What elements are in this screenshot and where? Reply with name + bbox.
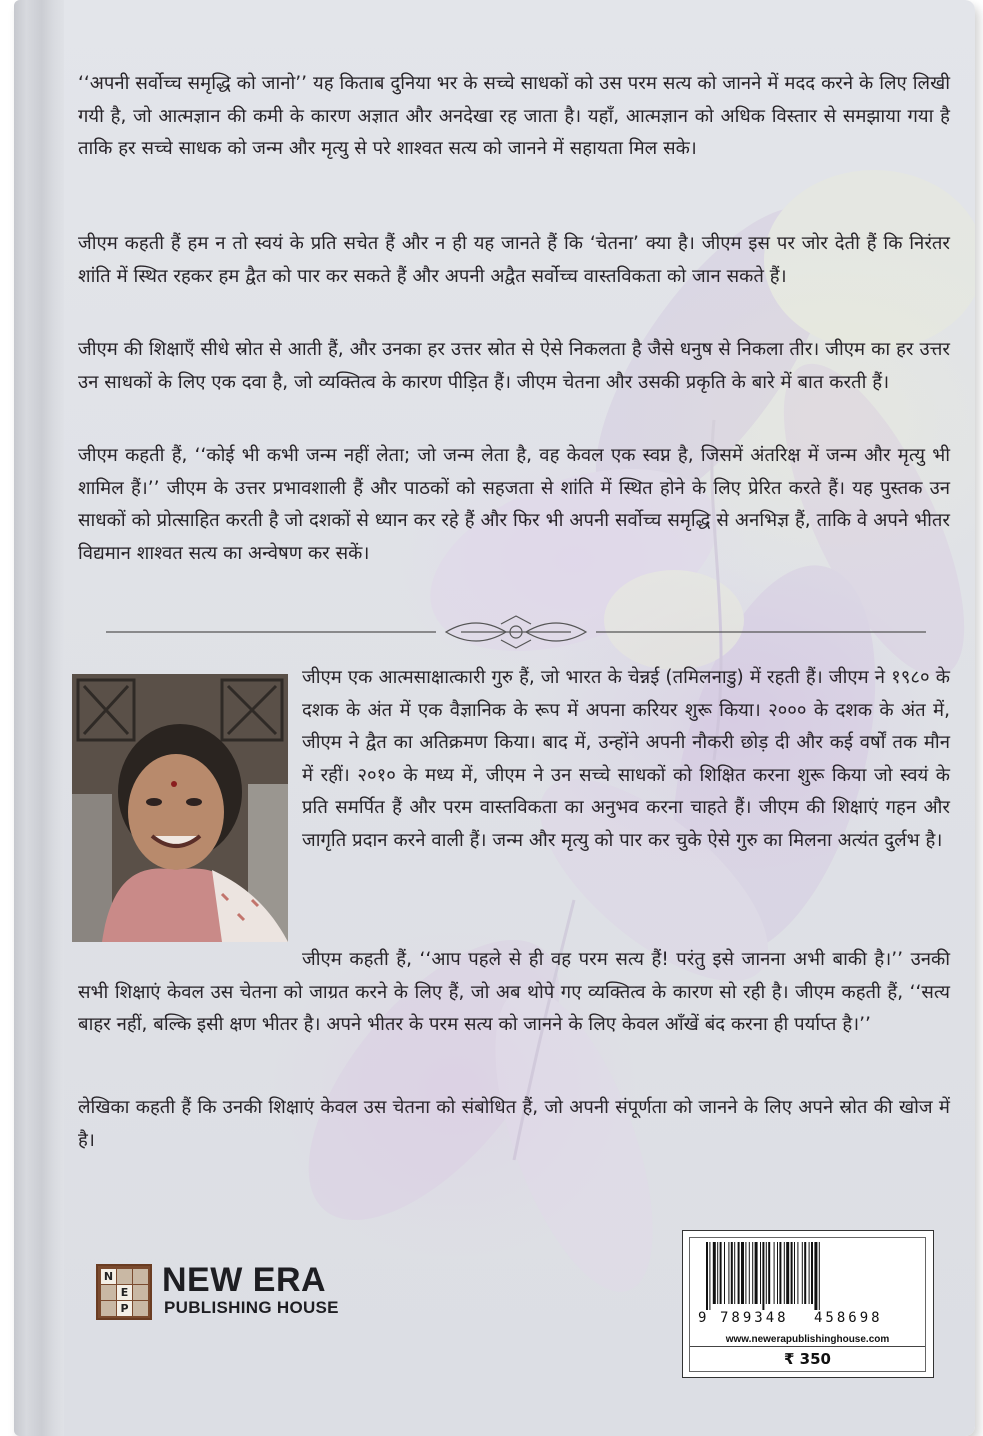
logo-cell (117, 1269, 132, 1284)
barcode-bar (760, 1242, 761, 1304)
isbn-group-1: 789348 (720, 1310, 789, 1326)
barcode-bar (724, 1242, 725, 1304)
logo-cell (101, 1301, 116, 1316)
blurb-paragraph-3: जीएम की शिक्षाएँ सीधे स्रोत से आती हैं, और उनका हर उत्तर स्रोत से ऐसे निकलता है जैसे धनुष से निकला तीर। जीएम का हर उत्तर उन साधकों के लिए एक दवा है, जो व्यक्तित्व के कारण पीड़ित हैं। जीएम चेतना और उसकी प्रकृति के बारे में बात करती हैं। (78, 339, 950, 393)
barcode-bar (717, 1242, 718, 1304)
barcode-bar (777, 1242, 778, 1304)
barcode-bar (709, 1242, 710, 1310)
blurb-paragraph-1: ‘‘अपनी सर्वोच्च समृद्धि को जानो’’ यह किताब दुनिया भर के सच्चे साधकों को उस परम सत्य को जानने में मदद करने के लिए लिखी गयी है, जो आत्मज्ञान की कमी के कारण अज्ञात और अनदेखा रह जाता है। यहाँ, आत्मज्ञान को अधिक विस्तार से समझाया गया है ताकि हर सच्चे साधक को जन्म और मृत्यु से परे शाश्वत सत्य को जानने में सहायता मिल सके। (78, 73, 950, 159)
barcode-bar (734, 1242, 735, 1304)
logo-cell (101, 1285, 116, 1300)
author-bio: जीएम एक आत्मसाक्षात्कारी गुरु हैं, जो भारत के चेन्नई (तमिलनाडु) में रहती हैं। जीएम ने १९८० के दशक के अंत में एक वैज्ञानिक के रूप में अपना करियर शुरू किया। २००० के दशक के अंत में, जीएम ने द्वैत का अतिक्रमण किया। बाद में, उन्होंने अपनी नौकरी छोड़ दी और कई वर्षों तक मौन में रहीं। २०१० के मध्य में, जीएम ने उन सच्चे साधकों को शिक्षित करना शुरू किया जो स्वयं के प्रति समर्पित हैं और परम वास्तविकता का अनुभव करना चाहते हैं। जीएम की शिक्षाएं गहन और जागृति प्रदान करने वाली हैं। जन्म और मृत्यु को पार कर चुके ऐसे गुरु का मिलना अत्यंत दुर्लभ है। (302, 667, 950, 851)
logo-letter-p: P (117, 1301, 132, 1316)
barcode-bar (731, 1242, 733, 1304)
barcode-bar (797, 1242, 798, 1304)
barcode-bar (802, 1242, 803, 1304)
blurb-paragraph-2: जीएम कहती हैं हम न तो स्वयं के प्रति सचेत हैं और न ही यह जानते हैं कि ‘चेतना’ क्या है। जीएम इस पर जोर देती हैं कि निरंतर शांति में स्थित रहकर हम द्वैत को पार कर सकते हैं और अपनी अद्वैत सर्वोच्च वास्तविकता को जान सकते हैं। (78, 233, 950, 287)
isbn-prefix: 9 (698, 1310, 707, 1326)
logo-cell (133, 1269, 148, 1284)
barcode-bar (752, 1242, 753, 1304)
price-divider (690, 1346, 925, 1347)
publisher-subtitle: PUBLISHING HOUSE (164, 1298, 339, 1317)
barcode-bar (762, 1242, 764, 1310)
book-spine (14, 0, 64, 1436)
barcode-bar (720, 1242, 722, 1304)
barcode-bar (791, 1242, 793, 1304)
logo-cell (133, 1285, 148, 1300)
barcode-bar (804, 1242, 806, 1304)
barcode-bar (745, 1242, 746, 1304)
barcode-bar (794, 1242, 795, 1304)
barcode-bar (774, 1242, 775, 1304)
isbn-barcode (698, 1242, 918, 1310)
barcode-bar (811, 1242, 813, 1304)
barcode-bar (706, 1242, 708, 1310)
ornamental-divider (106, 612, 926, 652)
publisher-name: NEW ERA (162, 1261, 327, 1299)
barcode-bar (768, 1242, 770, 1304)
barcode-bar (713, 1242, 716, 1304)
barcode-bar (814, 1242, 817, 1310)
author-photo (72, 674, 288, 942)
barcode-bar (784, 1242, 785, 1304)
barcode-bar (779, 1242, 781, 1304)
barcode-panel (682, 1230, 934, 1378)
barcode-frame (689, 1237, 926, 1372)
barcode-bar (766, 1242, 767, 1304)
barcode-bar (728, 1242, 729, 1304)
barcode-bar (819, 1242, 820, 1310)
isbn-number (698, 1310, 918, 1326)
cover-panel (14, 0, 975, 1436)
barcode-bar (738, 1242, 740, 1304)
barcode-bar (786, 1242, 789, 1304)
barcode-bar (749, 1242, 750, 1304)
closing-paragraph: लेखिका कहती हैं कि उनकी शिक्षाएं केवल उस चेतना को संबोधित हैं, जो अपनी संपूर्णता को जानने के लिए अपने स्रोत की खोज में है। (78, 1097, 950, 1151)
logo-letter-n: N (101, 1269, 116, 1284)
blurb-paragraph-4: जीएम कहती हैं, ‘‘कोई भी कभी जन्म नहीं लेता; जो जन्म लेता है, वह केवल एक स्वप्न है, जिसमें अंतरिक्ष में जन्म और मृत्यु भी शामिल हैं।’’ जीएम के उत्तर प्रभावशाली हैं और पाठकों को सहजता से शांति में स्थित होने के लिए प्रेरित करते हैं। यह पुस्तक उन साधकों को प्रोत्साहित करती है जो दशकों से ध्यान कर रहे हैं और फिर भी अपनी सर्वोच्च समृद्धि से अनभिज्ञ हैं, ताकि वे अपने भीतर विद्यमान शाश्वत सत्य का अन्वेषण कर सकें। (78, 445, 950, 564)
publisher-website: www.newerapublishinghouse.com (725, 1334, 890, 1345)
barcode-bar (809, 1242, 810, 1304)
logo-letter-e: E (117, 1285, 132, 1300)
author-quote-paragraph: जीएम कहती हैं, ‘‘आप पहले से ही वह परम सत्य हैं! परंतु इसे जानना अभी बाकी है।’’ उनकी सभी शिक्षाएं केवल उस चेतना को जाग्रत करने के लिए हैं, जो अब थोपे गए व्यक्तित्व के कारण सो रही है। जीएम कहती हैं, ‘‘सत्य बाहर नहीं, बल्कि इसी क्षण भीतर है। अपने भीतर के परम सत्य को जानने के लिए केवल आँखें बंद करना ही पर्याप्त है।’’ (78, 949, 950, 1035)
price-label: ₹ 350 (784, 1350, 831, 1368)
publisher-logo-mark (96, 1264, 152, 1320)
publisher-logo (96, 1262, 396, 1322)
logo-cell (133, 1301, 148, 1316)
barcode-bar (755, 1242, 758, 1304)
isbn-group-2: 458698 (814, 1310, 883, 1326)
barcode-bar (741, 1242, 744, 1304)
